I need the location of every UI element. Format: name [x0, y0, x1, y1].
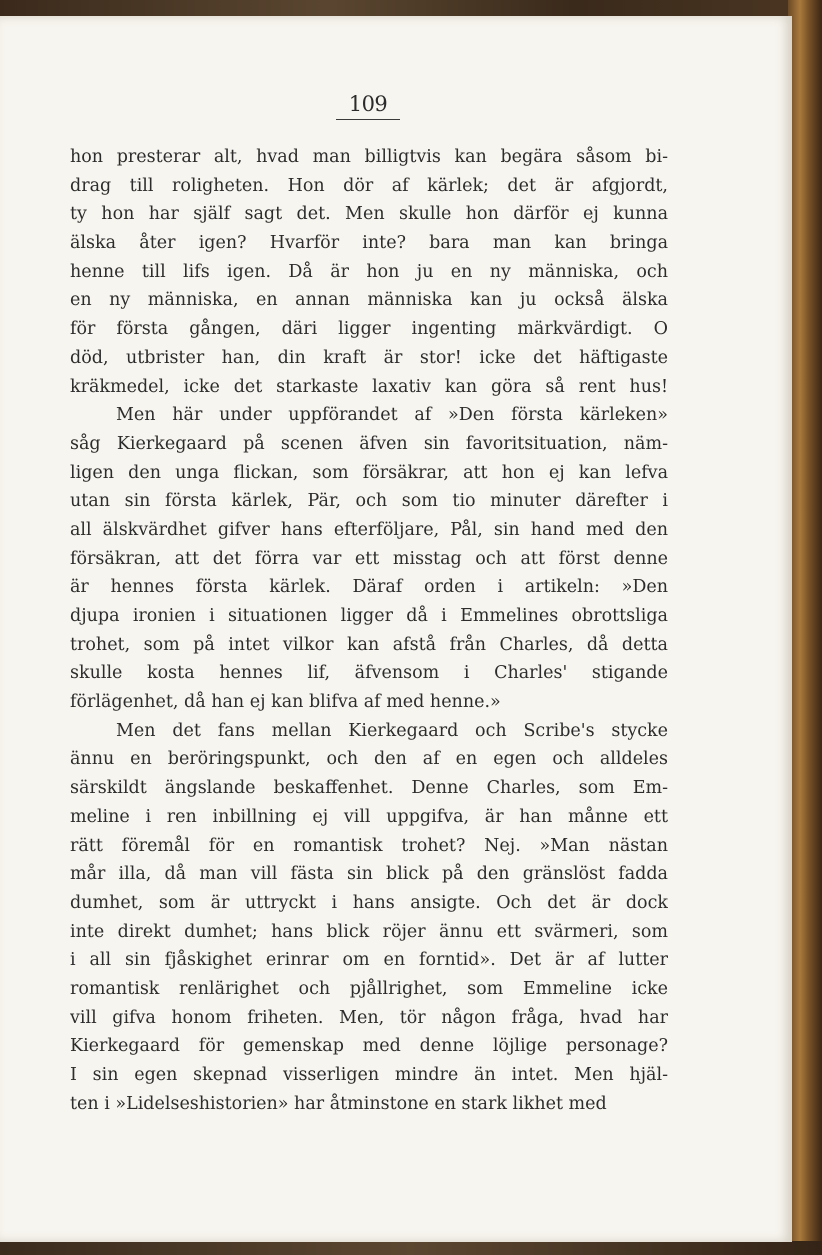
text-line: rätt föremål för en romantisk trohet? Nej. »Man nästan — [70, 835, 668, 856]
text-line: ännu en beröringspunkt, och den af en egen och alldeles — [70, 749, 668, 770]
text-line: förlägenhet, då han ej kan blifva af med henne.» — [70, 692, 501, 713]
text-line: vill gifva honom friheten. Men, tör någon fråga, hvad har — [70, 1007, 668, 1028]
text-line: död, utbrister han, din kraft är stor! icke det häftigaste — [70, 347, 668, 368]
text-line: är hennes första kärlek. Däraf orden i artikeln: »Den — [70, 577, 668, 598]
book-spine-edge — [788, 0, 822, 1255]
text-line: för första gången, däri ligger ingenting märkvärdigt. O — [70, 319, 668, 340]
text-line: ten i »Lidelseshistorien» har åtminstone en stark likhet med — [70, 1093, 607, 1114]
text-line: I sin egen skepnad visserligen mindre än intet. Men hjäl- — [70, 1065, 668, 1085]
body-text — [70, 143, 668, 1118]
page-number: 109 — [348, 92, 388, 116]
text-line: ligen den unga flickan, som försäkrar, att hon ej kan lefva — [70, 462, 668, 483]
text-line: mår illa, då man vill fästa sin blick på den gränslöst fadda — [70, 864, 668, 885]
text-line: hon presterar alt, hvad man billigtvis kan begära såsom bi- — [70, 147, 668, 167]
text-line: romantisk renlärighet och pjållrighet, som Emmeline icke — [70, 978, 668, 999]
text-line: skulle kosta hennes lif, äfvensom i Charles' stigande — [70, 663, 668, 684]
text-line: försäkran, att det förra var ett misstag och att först denne — [70, 548, 668, 569]
text-line: utan sin första kärlek, Pär, och som tio minuter därefter i — [70, 491, 668, 512]
text-line: en ny människa, en annan människa kan ju också älska — [70, 290, 668, 311]
text-line: henne till lifs igen. Då är hon ju en ny människa, och — [70, 261, 668, 282]
book-page — [0, 16, 792, 1242]
text-line: älska åter igen? Hvarför inte? bara man kan bringa — [70, 233, 668, 254]
text-line: Men det fans mellan Kierkegaard och Scribe's stycke — [116, 720, 668, 741]
text-line: i all sin fjåskighet erinrar om en forntid». Det är af lutter — [70, 950, 668, 971]
text-line: trohet, som på intet vilkor kan afstå från Charles, då detta — [70, 634, 668, 655]
text-line: drag till roligheten. Hon dör af kärlek; det är afgjordt, — [70, 175, 668, 196]
text-line: meline i ren inbillning ej vill uppgifva, är han månne ett — [70, 806, 668, 827]
page-number-rule — [336, 119, 400, 120]
text-line: Men här under uppförandet af »Den första kärleken» — [116, 405, 668, 426]
text-line: all älskvärdhet gifver hans efterföljare, Pål, sin hand med den — [70, 519, 668, 540]
text-line: kräkmedel, icke det starkaste laxativ kan göra så rent hus! — [70, 376, 668, 397]
text-line: dumhet, som är uttryckt i hans ansigte. Och det är dock — [70, 892, 668, 913]
text-line: inte direkt dumhet; hans blick röjer ännu ett svärmeri, som — [70, 921, 668, 942]
text-line: Kierkegaard för gemenskap med denne löjlige personage? — [70, 1036, 668, 1057]
text-line: djupa ironien i situationen ligger då i Emmelines obrottsliga — [70, 606, 668, 626]
text-line: särskildt ängslande beskaffenhet. Denne Charles, som Em- — [70, 778, 668, 799]
text-line: ty hon har själf sagt det. Men skulle hon därför ej kunna — [70, 204, 668, 225]
book-bottom-edge — [0, 1241, 822, 1255]
text-line: såg Kierkegaard på scenen äfven sin favoritsituation, näm- — [70, 433, 668, 454]
